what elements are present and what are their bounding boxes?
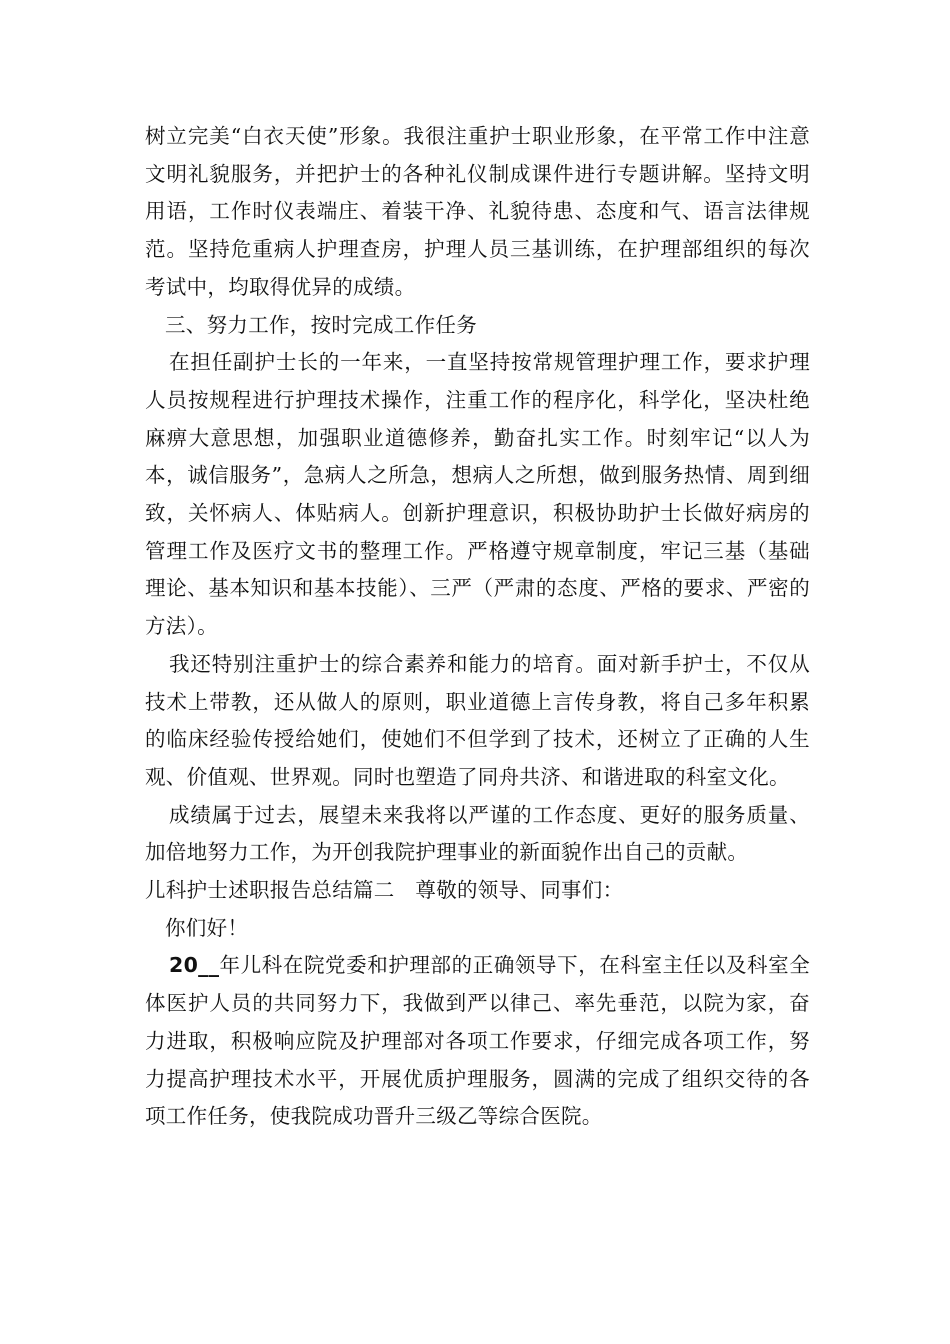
year-blank: __	[198, 953, 220, 978]
greeting-line: 你们好！	[165, 915, 249, 940]
section-heading-work-tasks: 三、努力工作，按时完成工作任务	[165, 312, 477, 337]
paragraph-outlook: 成绩属于过去，展望未来我将以严谨的工作态度、更好的服务质量、加倍地努力工作，为开创我院护理事业的新面貌作出自己的贡献。	[145, 802, 810, 865]
section-title-part-two: 儿科护士述职报告总结篇二 尊敬的领导、同事们：	[145, 878, 624, 903]
paragraph-pediatrics-text: 年儿科在院党委和护理部的正确领导下，在科室主任以及科室全体医护人员的共同努力下，我做到严以律己、率先垂范，以院为家，奋力进取，积极响应院及护理部对各项工作要求，仔细完成各项工作，努力提高护理技术水平，开展优质护理服务，圆满的完成了组织交待的各项工作任务，使我院成功晋升三级乙等综合医院。	[145, 953, 810, 1129]
paragraph-nurse-training: 我还特别注重护士的综合素养和能力的培育。面对新手护士，不仅从技术上带教，还从做人的原则，职业道德上言传身教，将自己多年积累的临床经验传授给她们，使她们不但学到了技术，还树立了正确的人生观、价值观、世界观。同时也塑造了同舟共济、和谐进取的科室文化。	[145, 651, 810, 789]
paragraph-pediatrics-year	[145, 947, 810, 1136]
paragraph-image-etiquette: 树立完美“白衣天使”形象。我很注重护士职业形象，在平常工作中注意文明礼貌服务，并把护士的各种礼仪制成课件进行专题讲解。坚持文明用语，工作时仪表端庄、着装干净、礼貌待患、态度和气、语言法律规范。坚持危重病人护理查房，护理人员三基训练，在护理部组织的每次考试中，均取得优异的成绩。	[145, 124, 810, 299]
year-prefix: 20	[169, 953, 199, 978]
document-body	[145, 118, 810, 1136]
paragraph-deputy-head-nurse: 在担任副护士长的一年来，一直坚持按常规管理护理工作，要求护理人员按规程进行护理技术操作，注重工作的程序化，科学化，坚决杜绝麻痹大意思想，加强职业道德修养，勤奋扎实工作。时刻牢记“以人为本，诚信服务”，急病人之所急，想病人之所想，做到服务热情、周到细致，关怀病人、体贴病人。创新护理意识，积极协助护士长做好病房的管理工作及医疗文书的整理工作。严格遵守规章制度，牢记三基（基础理论、基本知识和基本技能）、三严（严肃的态度、严格的要求、严密的方法）。	[145, 350, 810, 639]
